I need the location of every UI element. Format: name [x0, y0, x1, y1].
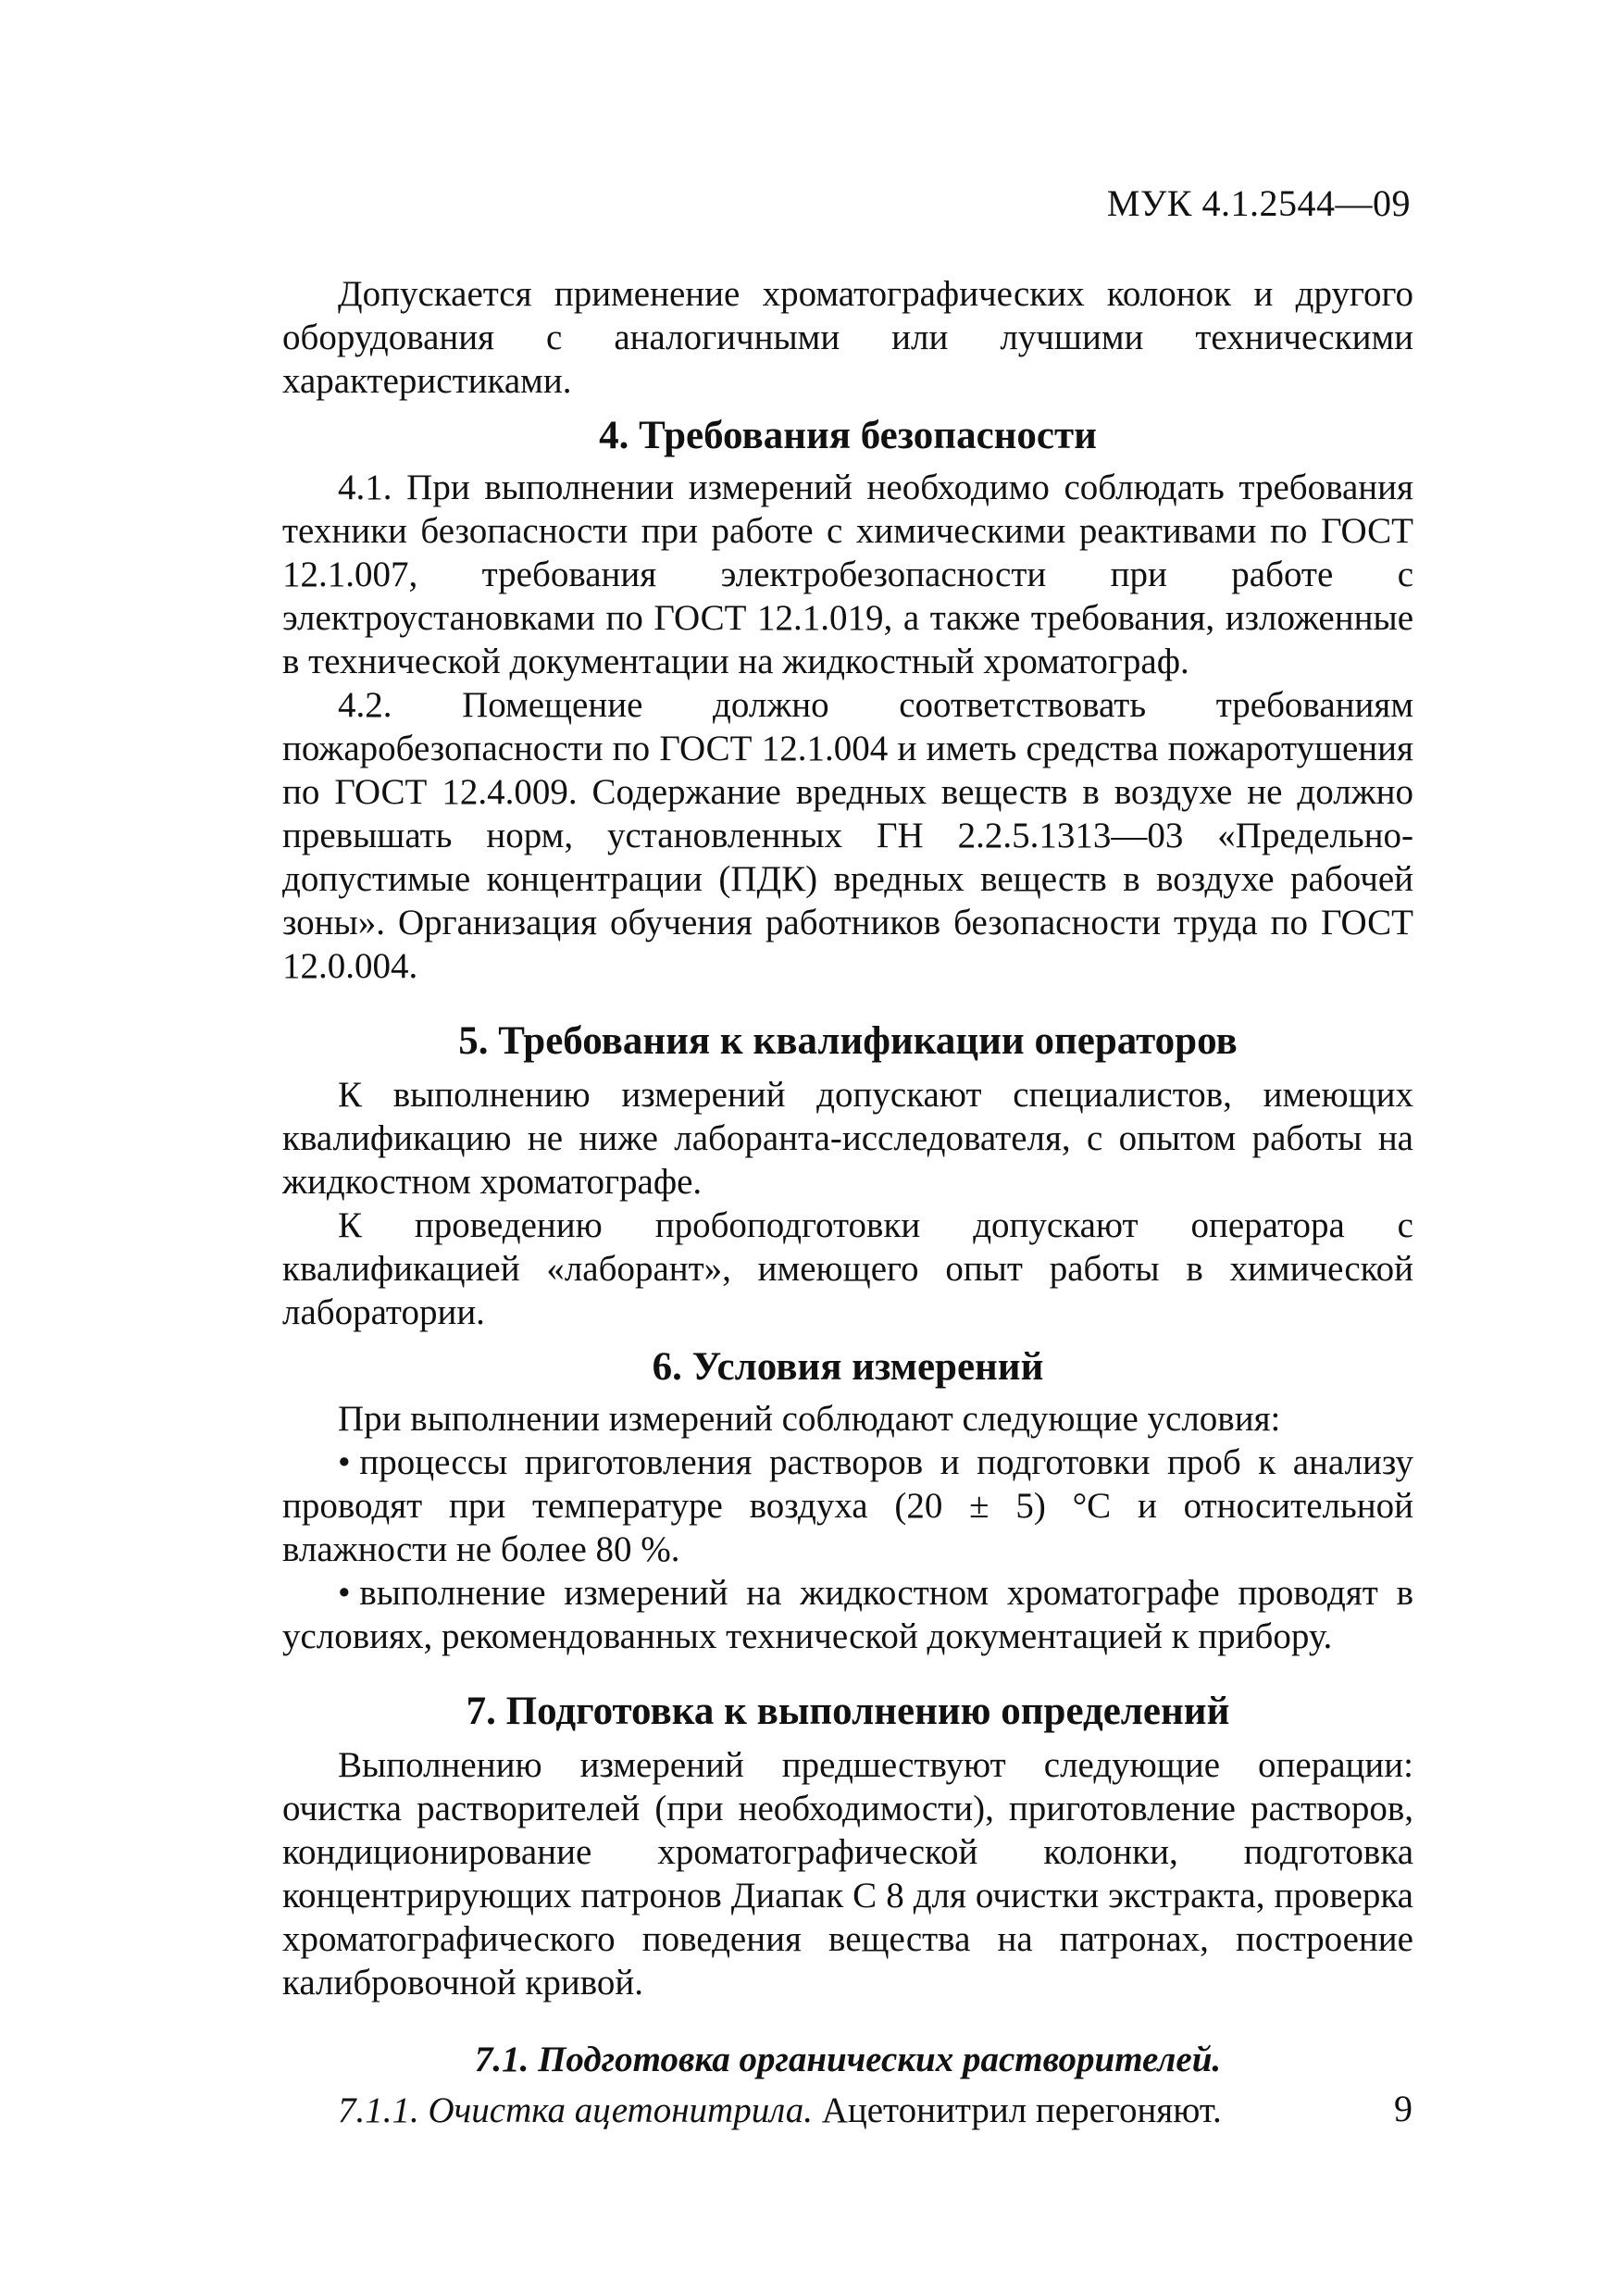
item-7-1-1-text: Ацетонитрил перегоняют.	[821, 2090, 1222, 2130]
section-6-heading: 6. Условия измерений	[652, 1345, 1044, 1389]
subsection-7-1-heading: 7.1. Подготовка органических растворителей.	[474, 2040, 1222, 2079]
section-6-bullet-2	[282, 1571, 1413, 1658]
section-4-paragraph-2: 4.2. Помещение должно соответствовать требованиям пожаробезопасности по ГОСТ 12.1.004 и иметь средства пожаротушения по ГОСТ 12.4.009. Содержание вредных веществ в воздухе не должно превышать норм, установленных ГН 2.2.5.1313—03 «Предельно-допустимые концентрации (ПДК) вредных веществ в воздухе рабочей зоны». Организация обучения работников безопасности труда по ГОСТ 12.0.004.	[282, 685, 1413, 986]
section-5-paragraph-1: К выполнению измерений допускают специалистов, имеющих квалификацию не ниже лаборанта-исследователя, с опытом работы на жидкостном хроматографе.	[282, 1075, 1413, 1202]
item-7-1-1-label: 7.1.1. Очистка ацетонитрила.	[338, 2090, 813, 2130]
section-6-intro: При выполнении измерений соблюдают следующие условия:	[338, 1399, 1281, 1439]
bullet-marker: •	[338, 1442, 351, 1482]
section-5-heading: 5. Требования к квалификации операторов	[458, 1019, 1238, 1063]
bullet-marker: •	[338, 1573, 351, 1613]
section-4-heading: 4. Требования безопасности	[599, 414, 1097, 457]
item-7-1-1	[282, 2089, 1413, 2132]
section-7-paragraph-1: Выполнению измерений предшествуют следующие операции: очистка растворителей (при необходимости), приготовление растворов, кондиционирование хроматографической колонки, подготовка концентрирующих патронов Диапак С 8 для очистки экстракта, проверка хроматографического поведения вещества на патронах, построение калибровочной кривой.	[282, 1745, 1413, 2003]
page-number: 9	[1394, 2088, 1413, 2129]
document-code-header: МУК 4.1.2544—09	[1106, 182, 1411, 224]
section-5-paragraph-2: К проведению пробоподготовки допускают оператора с квалификацией «лаборант», имеющего опыт работы в химической лаборатории.	[282, 1205, 1413, 1332]
section-7-heading: 7. Подготовка к выполнению определений	[466, 1690, 1230, 1733]
bullet-text: выполнение измерений на жидкостном хроматографе проводят в условиях, рекомендованных технической документацией к прибору.	[282, 1573, 1413, 1656]
section-6-bullet-1	[282, 1441, 1413, 1571]
page-body	[282, 272, 1413, 2132]
section-4-paragraph-1: 4.1. При выполнении измерений необходимо соблюдать требования техники безопасности при работе с химическими реактивами по ГОСТ 12.1.007, требования электробезопасности при работе с электроустановками по ГОСТ 12.1.019, а также требования, изложенные в технической документации на жидкостный хроматограф.	[282, 468, 1413, 681]
intro-paragraph: Допускается применение хроматографических колонок и другого оборудования с аналогичными или лучшими техническими характеристиками.	[282, 274, 1413, 401]
bullet-text: процессы приготовления растворов и подготовки проб к анализу проводят при температуре воздуха (20 ± 5) °С и относительной влажности не более 80 %.	[282, 1442, 1413, 1569]
